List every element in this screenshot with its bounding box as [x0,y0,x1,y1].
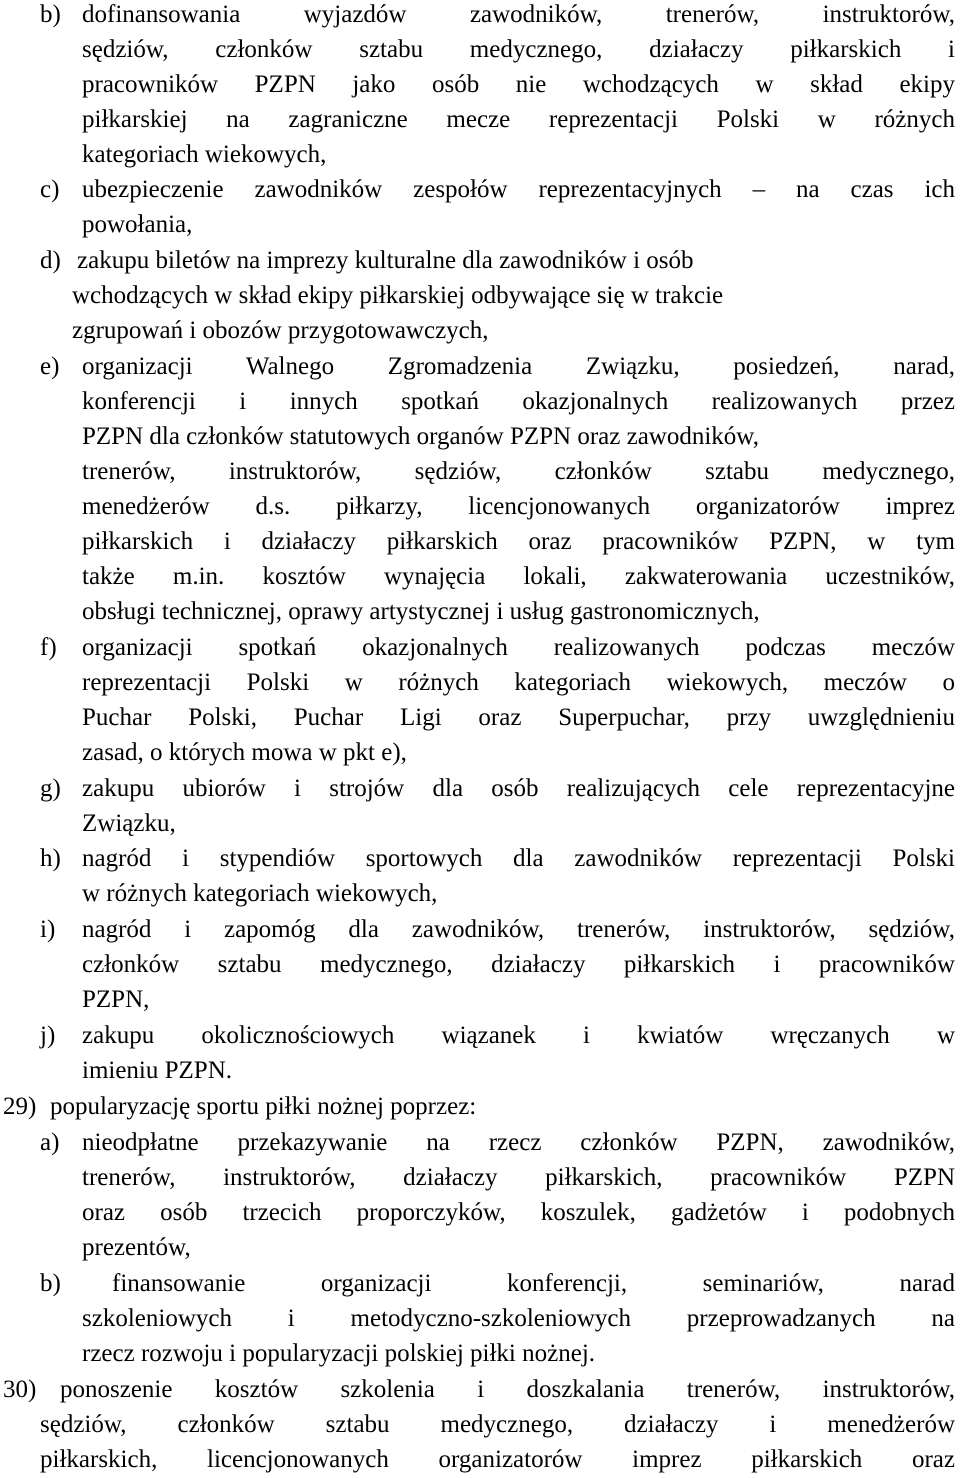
text-line: dofinansowania wyjazdów zawodników, trenerów, instruktorów, [82,1,955,28]
text-line: zakupu okolicznościowych wiązanek i kwiatów wręczanych w [82,1022,955,1049]
list-marker-g: g) [40,775,61,802]
text-line: PZPN, [82,986,150,1013]
text-line: powołania, [82,211,193,238]
text-line: zgrupowań i obozów przygotowawczych, [72,317,489,344]
text-line: trenerów, instruktorów, sędziów, członków sztabu medycznego, [82,458,955,485]
text-line: zakupu biletów na imprezy kulturalne dla zawodników i osób [77,247,694,274]
text-line: ubezpieczenie zawodników zespołów reprezentacyjnych – na czas ich [82,176,955,203]
text-line: szkoleniowych i metodyczno-szkoleniowych przeprowadzanych na [82,1305,955,1332]
text-line: menedżerów d.s. piłkarzy, licencjonowanych organizatorów imprez [82,493,955,520]
text-line: zasad, o których mowa w pkt e), [82,739,407,766]
text-line: organizacji Walnego Zgromadzenia Związku, posiedzeń, narad, [82,353,955,380]
text-line: piłkarskich, licencjonowanych organizatorów imprez piłkarskich oraz [40,1446,955,1473]
text-line: kategoriach wiekowych, [82,141,327,168]
text-line: nieodpłatne przekazywanie na rzecz członków PZPN, zawodników, [82,1129,955,1156]
text-line: pracowników PZPN jako osób nie wchodzących w skład ekipy [82,71,955,98]
list-marker-f: f) [40,634,57,661]
list-marker-j: j) [40,1022,56,1049]
text-line: popularyzację sportu piłki nożnej poprzez: [50,1093,477,1120]
text-line: PZPN dla członków statutowych organów PZPN oraz zawodników, [82,423,759,450]
list-marker-b: b) [40,1,61,28]
text-line: finansowanie organizacji konferencji, seminariów, narad [112,1270,955,1297]
text-line: oraz osób trzecich proporczyków, koszulek, gadżetów i podobnych [82,1199,955,1226]
text-line: rzecz rozwoju i popularyzacji polskiej piłki nożnej. [82,1340,596,1367]
text-line: nagród i zapomóg dla zawodników, trenerów, instruktorów, sędziów, [82,916,955,943]
text-line: piłkarskiej na zagraniczne mecze reprezentacji Polski w różnych [82,106,955,133]
text-line: sędziów, członków sztabu medycznego, działaczy i menedżerów [40,1411,955,1438]
text-line: członków sztabu medycznego, działaczy piłkarskich i pracowników [82,951,955,978]
text-line: imieniu PZPN. [82,1057,233,1084]
list-marker-c: c) [40,176,60,203]
text-line: nagród i stypendiów sportowych dla zawodników reprezentacji Polski [82,845,955,872]
text-line: ponoszenie kosztów szkolenia i doszkalania trenerów, instruktorów, [60,1376,955,1403]
list-marker-a: a) [40,1129,60,1156]
list-marker-30: 30) [3,1376,37,1403]
text-line: obsługi technicznej, oprawy artystycznej i usług gastronomicznych, [82,598,760,625]
list-marker-b: b) [40,1270,61,1297]
text-line: Puchar Polski, Puchar Ligi oraz Superpuchar, przy uwzględnieniu [82,704,955,731]
list-marker-e: e) [40,353,60,380]
text-line: reprezentacji Polski w różnych kategoriach wiekowych, meczów o [82,669,955,696]
text-line: zakupu ubiorów i strojów dla osób realizujących cele reprezentacyjne [82,775,955,802]
text-line: konferencji i innych spotkań okazjonalnych realizowanych przez [82,388,955,415]
text-line: trenerów, instruktorów, działaczy piłkarskich, pracowników PZPN [82,1164,955,1191]
list-marker-d: d) [40,247,61,274]
list-marker-i: i) [40,916,56,943]
text-line: w różnych kategoriach wiekowych, [82,880,438,907]
text-line: wchodzących w skład ekipy piłkarskiej odbywające się w trakcie [72,282,724,309]
text-line: Związku, [82,810,176,837]
text-line: prezentów, [82,1234,191,1261]
text-line: piłkarskich i działaczy piłkarskich oraz pracowników PZPN, w tym [82,528,955,555]
text-line: organizacji spotkań okazjonalnych realizowanych podczas meczów [82,634,955,661]
text-line: także m.in. kosztów wynajęcia lokali, zakwaterowania uczestników, [82,563,955,590]
list-marker-h: h) [40,845,61,872]
list-marker-29: 29) [3,1093,37,1120]
text-line: sędziów, członków sztabu medycznego, działaczy piłkarskich i [82,36,955,63]
